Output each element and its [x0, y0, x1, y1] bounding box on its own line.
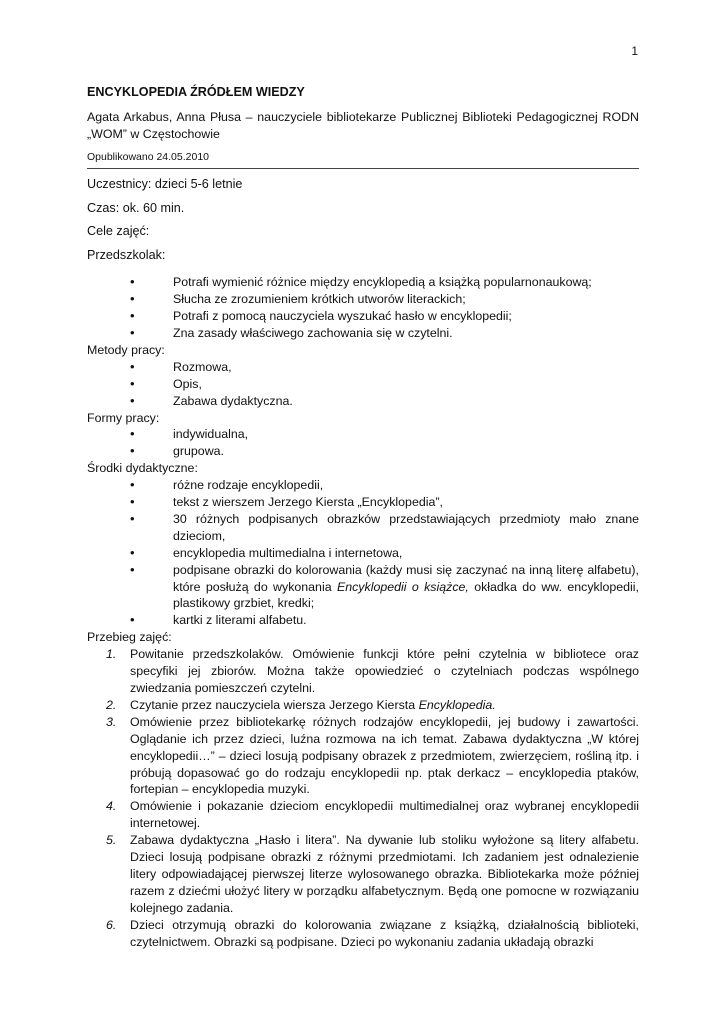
step-text: Omówienie przez bibliotekarkę różnych rodzajów encyklopedii, jej budowy i zawartości. Oglądanie ich przez dzieci, luźna rozmowa na ich temat. Zabawa dydaktyczna „W której encyklopedii…” – dzieci losują podpisany obrazek z przedmiotem, zwierzęciem, rośliną itp. i próbują dopasować go do rodzaju encyklopedii np. ptak derkacz – encyklopedia ptaków, fortepian – encyklopedia muzyki. [130, 714, 639, 797]
list-item: • Opis, [87, 376, 639, 393]
publication-date: Opublikowano 24.05.2010 [87, 149, 639, 169]
forms-list [87, 426, 639, 460]
means-list [87, 477, 639, 629]
step-text: Omówienie i pokazanie dzieciom encyklopedii multimedialnej oraz wybranej encyklopedii internetowej. [130, 799, 639, 831]
list-item: • Zna zasady właściwego zachowania się w czytelni. [87, 325, 639, 342]
step-number: 3. [106, 714, 117, 729]
list-item: • tekst z wierszem Jerzego Kiersta „Encyklopedia”, [87, 494, 639, 511]
list-item: • Rozmowa, [87, 359, 639, 376]
preschooler-heading: Przedszkolak: [87, 248, 166, 263]
means-heading: Środki dydaktyczne: [87, 461, 198, 476]
step-item [87, 646, 639, 697]
step-item [87, 917, 639, 951]
methods-heading: Metody pracy: [87, 342, 165, 357]
list-item-text-cont: okładka do ww. encyklopedii, plastikowy grzbiet, kredki; [173, 579, 639, 611]
step-text: Zabawa dydaktyczna „Hasło i litera”. Na dywanie lub stoliku wyłożone są litery alfabetu. Dzieci losują podpisane obrazki z różnymi przedmiotami. Ich zadaniem jest odnalezienie litery odpowiadającej pierwszej literze wylosowanego obrazka. Bibliotekarka może później razem z dziećmi ułożyć litery w porządku alfabetycznym. Będą one pomocne w rozwiązaniu kolejnego zadania. [130, 833, 639, 915]
methods-list [87, 359, 639, 410]
step-item [87, 714, 639, 799]
page-number: 1 [631, 44, 638, 58]
list-item: • Zabawa dydaktyczna. [87, 393, 639, 410]
list-item: • Potrafi wymienić różnice między encyklopedią a książką popularnonaukową; [87, 274, 639, 291]
document-body [87, 84, 639, 951]
course-steps-list [87, 646, 639, 950]
preschooler-goals-list [87, 274, 639, 342]
duration: Czas: ok. 60 min. [87, 200, 185, 215]
list-item-text: podpisane obrazki do kolorowania (każdy musi się zaczynać na inną literę alfabetu), które posłużą do wykonania [173, 562, 639, 594]
step-number: 4. [106, 799, 117, 814]
list-item-italic: Encyklopedii o książce, [336, 579, 469, 594]
step-number: 1. [106, 647, 117, 662]
list-item: • 30 różnych podpisanych obrazków przedstawiających przedmioty mało znane dzieciom, [87, 511, 639, 545]
participants: Uczestnicy: dzieci 5-6 letnie [87, 176, 243, 191]
list-item: • Potrafi z pomocą nauczyciela wyszukać hasło w encyklopedii; [87, 308, 639, 325]
course-heading: Przebieg zajęć: [87, 630, 172, 645]
forms-heading: Formy pracy: [87, 410, 160, 425]
document-title: ENCYKLOPEDIA ŹRÓDŁEM WIEDZY [87, 85, 305, 99]
authors-line: Agata Arkabus, Anna Płusa – nauczyciele bibliotekarze Publicznej Biblioteki Pedagogicznej RODN „WOM” w Częstochowie [87, 109, 639, 141]
step-number: 5. [106, 833, 117, 848]
step-item [87, 832, 639, 917]
list-item: • indywidualna, [87, 426, 639, 443]
list-item: • grupowa. [87, 443, 639, 460]
list-item: • kartki z literami alfabetu. [87, 612, 639, 629]
step-text: Czytanie przez nauczyciela wiersza Jerzego Kiersta [130, 697, 416, 712]
step-text: Dzieci otrzymują obrazki do kolorowania związane z książką, działalnością biblioteki, czytelnictwem. Obrazki są podpisane. Dzieci po wykonaniu zadania układają obrazki [130, 917, 639, 949]
list-item [87, 562, 639, 613]
list-item: • Słucha ze zrozumieniem krótkich utworów literackich; [87, 291, 639, 308]
step-italic: Encyklopedia. [418, 697, 496, 712]
step-number: 2. [106, 697, 117, 712]
step-text: Powitanie przedszkolaków. Omówienie funkcji które pełni czytelnia w bibliotece oraz specyfiki jej zbiorów. Można także opowiedzieć o czytelniach podczas wspólnego zwiedzania pomieszczeń czytelni. [130, 647, 639, 695]
step-item [87, 697, 639, 714]
goals-heading: Cele zajęć: [87, 224, 150, 239]
step-item [87, 798, 639, 832]
list-item: • encyklopedia multimedialna i internetowa, [87, 545, 639, 562]
list-item: • różne rodzaje encyklopedii, [87, 477, 639, 494]
step-number: 6. [106, 917, 117, 932]
